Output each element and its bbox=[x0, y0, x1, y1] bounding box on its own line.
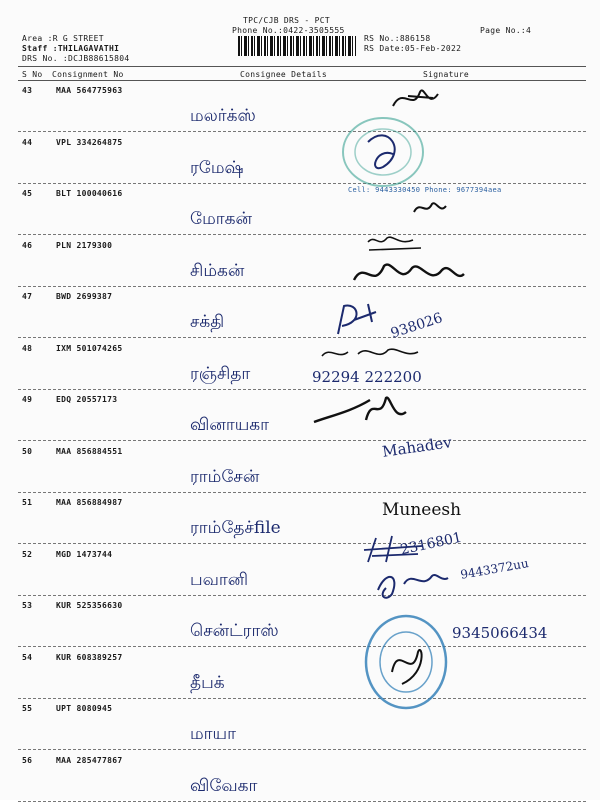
row-sno: 54 bbox=[22, 652, 33, 662]
row-consignee-name: மலர்க்ஸ் bbox=[190, 106, 256, 126]
signature-row-50 bbox=[310, 392, 410, 432]
row-consignee-name: வினாயகா bbox=[190, 415, 270, 435]
signature-row-47 bbox=[350, 256, 470, 296]
column-header-consignment: Consignment No bbox=[52, 70, 124, 79]
row-divider bbox=[18, 337, 586, 338]
row-consignment-number: MGD 1473744 bbox=[56, 549, 113, 559]
row-sno: 49 bbox=[22, 395, 33, 404]
rs-number: RS No.:886158 bbox=[364, 34, 431, 43]
row-consignment-number: UPT 8080945 bbox=[56, 704, 113, 713]
phone-number: Phone No.:0422-3505555 bbox=[232, 26, 345, 35]
signature-row-51: Mahadev bbox=[381, 433, 453, 461]
signature-row-49 bbox=[318, 344, 428, 364]
row-divider bbox=[18, 646, 586, 647]
row-divider bbox=[18, 234, 586, 235]
row-sno: 46 bbox=[22, 240, 33, 250]
row-divider bbox=[18, 492, 586, 493]
row-sno: 56 bbox=[22, 755, 33, 765]
phone-note-row-54: 9443372uu bbox=[459, 556, 530, 582]
signature-row-45 bbox=[410, 196, 450, 218]
row-divider bbox=[18, 131, 586, 132]
area-label: Area :R G STREET bbox=[22, 34, 104, 43]
column-header-sno: S No bbox=[22, 70, 43, 79]
row-sno: 47 bbox=[22, 292, 33, 301]
signature-row-46 bbox=[365, 232, 425, 254]
signature-row-48 bbox=[328, 300, 388, 340]
row-sno: 43 bbox=[22, 86, 33, 95]
courier-seal-stamp-bottom bbox=[362, 612, 450, 712]
barcode bbox=[238, 36, 356, 56]
signature-row-43 bbox=[388, 84, 448, 114]
row-sno: 45 bbox=[22, 189, 33, 198]
row-sno: 44 bbox=[22, 137, 33, 147]
row-consignment-number: PLN 2179300 bbox=[56, 240, 113, 250]
row-divider bbox=[18, 183, 586, 184]
row-consignment-number: IXM 501074265 bbox=[56, 343, 123, 353]
row-consignee-name: ராம்சேன் bbox=[190, 466, 260, 487]
row-consignee-name: மோகன் bbox=[190, 209, 252, 229]
row-divider bbox=[18, 801, 586, 802]
row-consignee-name: சிம்கன் bbox=[190, 260, 245, 281]
row-consignee-name: மாயா bbox=[190, 724, 237, 744]
row-consignee-name: சக்தி bbox=[190, 312, 225, 332]
staff-label: Staff :THILAGAVATHI bbox=[22, 44, 120, 53]
row-sno: 52 bbox=[22, 549, 33, 559]
drs-number: DRS No. :DCJB88615804 bbox=[22, 54, 130, 63]
signature-row-52: Muneesh bbox=[382, 500, 462, 520]
row-sno: 51 bbox=[22, 498, 33, 507]
row-consignment-number: EDQ 20557173 bbox=[56, 395, 118, 404]
row-consignee-name: ராம்தேச்file bbox=[190, 518, 281, 538]
header-rule-top bbox=[18, 66, 586, 67]
row-consignment-number: MAA 856884551 bbox=[56, 446, 123, 456]
row-divider bbox=[18, 698, 586, 699]
phone-note-row-55: 9345066434 bbox=[452, 624, 548, 642]
row-sno: 50 bbox=[22, 446, 33, 456]
document-title: TPC/CJB DRS - PCT bbox=[243, 16, 330, 25]
page-number: Page No.:4 bbox=[480, 26, 532, 35]
row-consignee-name: ரமேஷ் bbox=[190, 157, 244, 178]
row-divider bbox=[18, 286, 586, 287]
row-consignee-name: ரஞ்சிதா bbox=[190, 363, 251, 384]
phone-note-row-53: 2316801 bbox=[399, 529, 464, 559]
rs-date: RS Date:05-Feb-2022 bbox=[364, 44, 462, 53]
row-divider bbox=[18, 389, 586, 390]
header-rule-bottom bbox=[18, 80, 586, 81]
row-divider bbox=[18, 543, 586, 544]
row-consignment-number: BWD 2699387 bbox=[56, 292, 113, 301]
column-header-signature: Signature bbox=[423, 70, 470, 79]
phone-note-row-48: 938026 bbox=[388, 310, 445, 342]
row-consignment-number: VPL 334264875 bbox=[56, 137, 123, 147]
row-sno: 55 bbox=[22, 704, 33, 713]
row-consignee-name: தீபக் bbox=[190, 672, 225, 693]
cell-phone-stamp: Cell: 9443330450 Phone: 9677394aea bbox=[348, 186, 502, 194]
row-consignment-number: KUR 525356630 bbox=[56, 601, 123, 610]
row-consignee-name: விவேகா bbox=[190, 775, 258, 796]
courier-seal-stamp-top bbox=[338, 112, 428, 192]
row-divider bbox=[18, 595, 586, 596]
row-consignment-number: KUR 608389257 bbox=[56, 652, 123, 662]
signature-row-54 bbox=[372, 566, 452, 606]
row-consignment-number: MAA 285477867 bbox=[56, 755, 123, 765]
phone-note-row-49: 92294 222200 bbox=[312, 368, 422, 386]
column-header-consignee: Consignee Details bbox=[240, 70, 327, 79]
row-consignee-name: பவானி bbox=[190, 569, 249, 590]
row-sno: 48 bbox=[22, 343, 33, 353]
row-divider bbox=[18, 440, 586, 441]
row-sno: 53 bbox=[22, 601, 33, 610]
row-consignment-number: MAA 564775963 bbox=[56, 86, 123, 95]
row-consignee-name: சென்ட்ராஸ் bbox=[190, 621, 279, 641]
row-consignment-number: BLT 100040616 bbox=[56, 189, 123, 198]
row-consignment-number: MAA 856884987 bbox=[56, 498, 123, 507]
row-divider bbox=[18, 749, 586, 750]
